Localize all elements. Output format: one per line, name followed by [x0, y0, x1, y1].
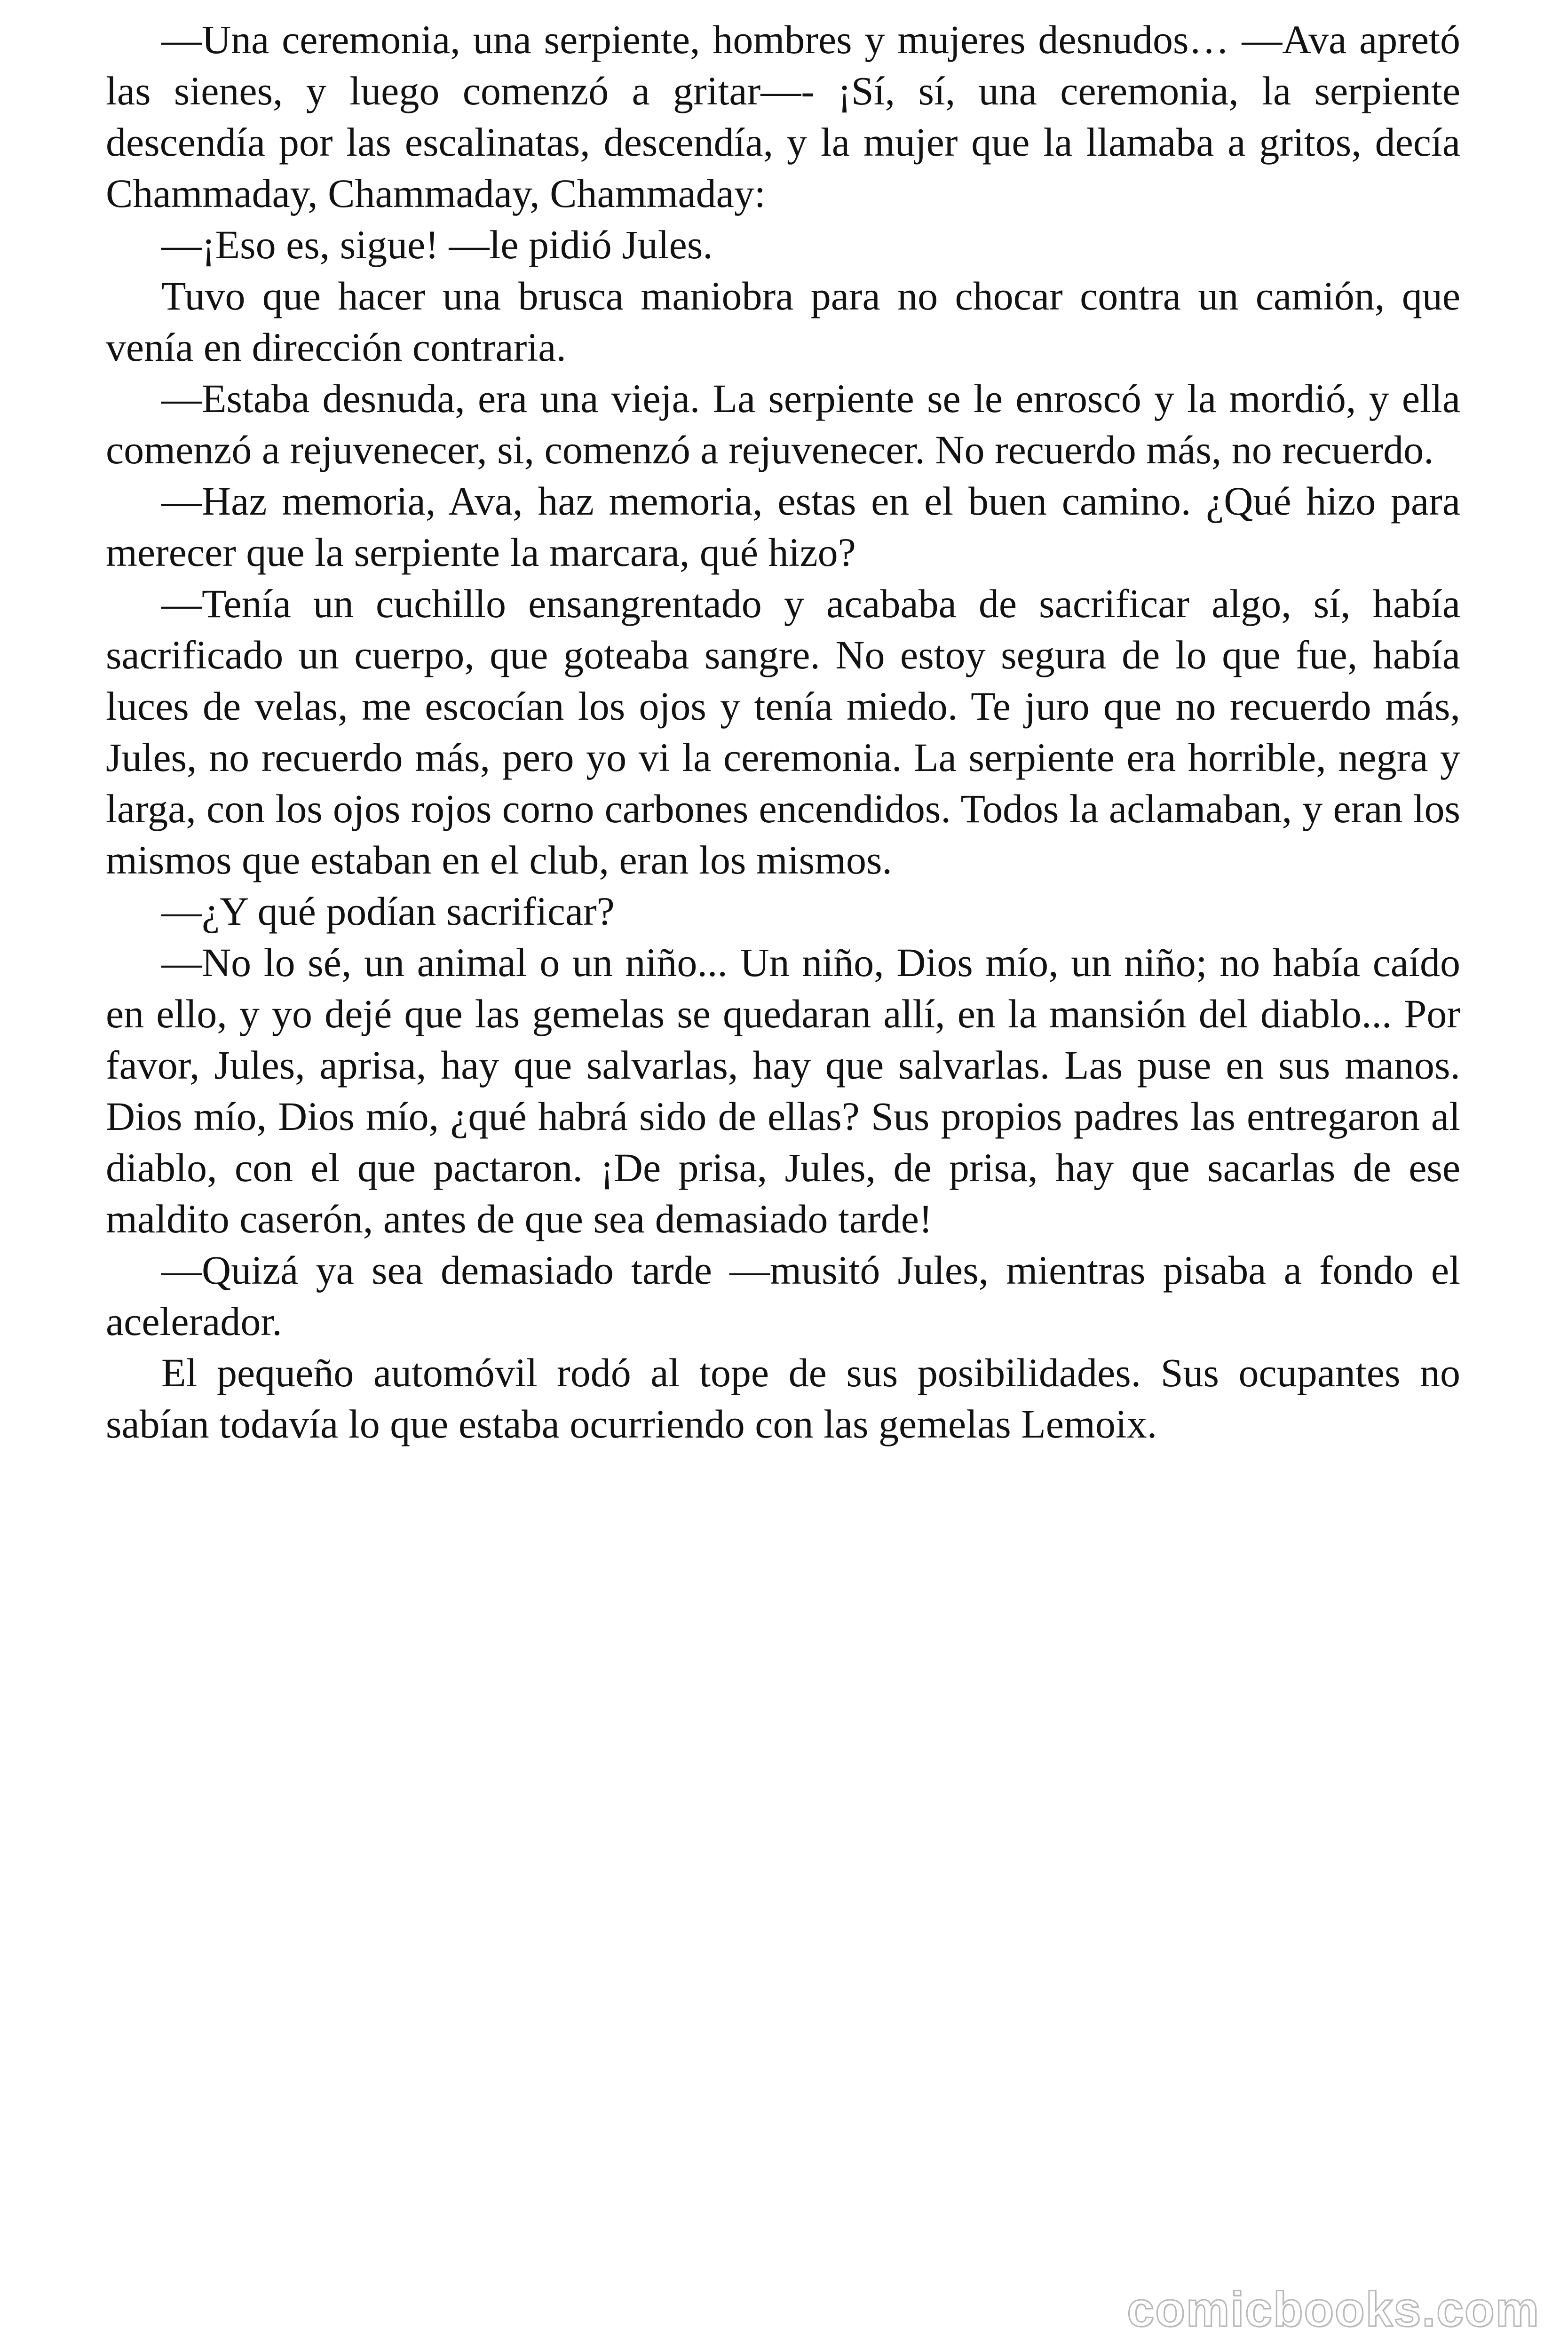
paragraph: —Haz memoria, Ava, haz memoria, estas en el buen camino. ¿Qué hizo para merecer que la serpiente la marcara, qué hizo? [106, 478, 1460, 575]
watermark: comicbooks.com [1127, 2282, 1540, 2337]
body-text [106, 14, 1460, 1450]
paragraph: —¿Y qué podían sacrificar? [161, 889, 615, 934]
paragraph: —Quizá ya sea demasiado tarde —musitó Jules, mientras pisaba a fondo el acelerador. [106, 1248, 1460, 1344]
paragraph: —Una ceremonia, una serpiente, hombres y mujeres desnudos… —Ava apretó las sienes, y luego comenzó a gritar—- ¡Sí, sí, una ceremonia, la serpiente descendía por las escalinatas, descendía, y la mujer que la llamaba a gritos, decía Chammaday, Chammaday, Chammaday: [106, 17, 1460, 216]
paragraph: —Tenía un cuchillo ensangrentado y acababa de sacrificar algo, sí, había sacrificado un cuerpo, que goteaba sangre. No estoy segura de lo que fue, había luces de velas, me escocían los ojos y tenía miedo. Te juro que no recuerdo más, Jules, no recuerdo más, pero yo vi la ceremonia. La serpiente era horrible, negra y larga, con los ojos rojos corno carbones encendidos. Todos la aclamaban, y eran los mismos que estaban en el club, eran los mismos. [106, 581, 1460, 882]
paragraph: Tuvo que hacer una brusca maniobra para no chocar contra un camión, que venía en dirección contraria. [106, 273, 1460, 370]
paragraph: El pequeño automóvil rodó al tope de sus posibilidades. Sus ocupantes no sabían todavía lo que estaba ocurriendo con las gemelas Lemoix. [106, 1350, 1460, 1446]
paragraph: —No lo sé, un animal o un niño... Un niño, Dios mío, un niño; no había caído en ello, y yo dejé que las gemelas se quedaran allí, en la mansión del diablo... Por favor, Jules, aprisa, hay que salvarlas, hay que salvarlas. Las puse en sus manos. Dios mío, Dios mío, ¿qué habrá sido de ellas? Sus propios padres las entregaron al diablo, con el que pactaron. ¡De prisa, Jules, de prisa, hay que sacarlas de ese maldito caserón, antes de que sea demasiado tarde! [106, 940, 1460, 1241]
paragraph: —Estaba desnuda, era una vieja. La serpiente se le enroscó y la mordió, y ella comenzó a rejuvenecer, si, comenzó a rejuvenecer. No recuerdo más, no recuerdo. [106, 376, 1460, 472]
paragraph: —¡Eso es, sigue! —le pidió Jules. [161, 222, 713, 267]
